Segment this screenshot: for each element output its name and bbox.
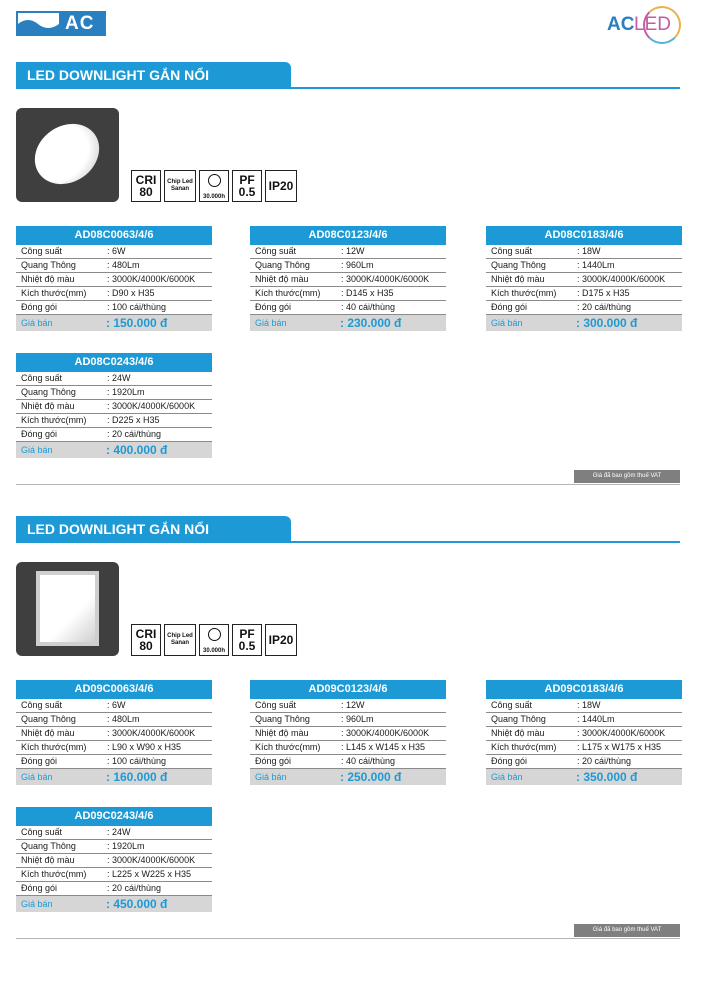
spec-value: : 480Lm: [107, 260, 140, 270]
spec-value: : 3000K/4000K/6000K: [107, 855, 196, 865]
spec-value: : 20 cái/thùng: [577, 302, 632, 312]
price-label: Giá bán: [255, 318, 287, 328]
spec-row-lumen: [250, 259, 446, 273]
spec-label: Công suất: [491, 700, 533, 710]
spec-row-pack: [486, 301, 682, 315]
spec-value: : 40 cái/thùng: [341, 756, 396, 766]
spec-row-lumen: [16, 840, 212, 854]
spec-value: : 24W: [107, 373, 131, 383]
cri-icon: CRI 80: [131, 170, 161, 202]
spec-row-power: [486, 699, 682, 713]
spec-value: : D175 x H35: [577, 288, 630, 298]
spec-row-cct: [16, 400, 212, 414]
lifetime-clock-icon: 30.000h: [199, 624, 229, 656]
spec-label: Đóng gói: [21, 883, 58, 893]
spec-label: Nhiệt độ màu: [491, 728, 545, 738]
spec-row-cct: [16, 727, 212, 741]
price-value: : 300.000 đ: [576, 316, 638, 330]
spec-value: : 20 cái/thùng: [107, 429, 162, 439]
product-card: [16, 680, 212, 785]
spec-value: : 6W: [107, 700, 126, 710]
cri-icon: CRI 80: [131, 624, 161, 656]
spec-row-cct: [16, 273, 212, 287]
spec-label: Đóng gói: [491, 756, 528, 766]
price-value: : 400.000 đ: [106, 443, 168, 457]
price-label: Giá bán: [21, 772, 53, 782]
product-code: AD09C0123/4/6: [250, 680, 446, 699]
spec-label: Công suất: [255, 246, 297, 256]
product-code: AD09C0063/4/6: [16, 680, 212, 699]
price-row: [250, 315, 446, 331]
spec-row-pack: [16, 882, 212, 896]
spec-value: : D225 x H35: [107, 415, 160, 425]
product-code: AD08C0183/4/6: [486, 226, 682, 245]
spec-label: Nhiệt độ màu: [491, 274, 545, 284]
spec-value: : L175 x W175 x H35: [577, 742, 662, 752]
spec-value: : 3000K/4000K/6000K: [341, 728, 430, 738]
spec-icons: [131, 170, 297, 202]
spec-label: Kích thước(mm): [491, 742, 557, 752]
spec-value: : 960Lm: [341, 260, 374, 270]
spec-value: : 100 cái/thùng: [107, 756, 167, 766]
spec-row-lumen: [16, 386, 212, 400]
power-factor-icon: PF 0.5: [232, 170, 262, 202]
spec-value: : 3000K/4000K/6000K: [107, 274, 196, 284]
price-label: Giá bán: [491, 318, 523, 328]
product-code: AD08C0243/4/6: [16, 353, 212, 372]
spec-label: Kích thước(mm): [255, 288, 321, 298]
spec-row-power: [486, 245, 682, 259]
company-logo: [16, 11, 106, 36]
spec-value: : 3000K/4000K/6000K: [577, 728, 666, 738]
price-value: : 150.000 đ: [106, 316, 168, 330]
spec-row-size: [16, 414, 212, 428]
vat-note: Giá đã bao gồm thuế VAT: [574, 924, 680, 937]
spec-row-size: [16, 868, 212, 882]
power-factor-icon: PF 0.5: [232, 624, 262, 656]
spec-value: : D90 x H35: [107, 288, 155, 298]
price-value: : 350.000 đ: [576, 770, 638, 784]
spec-value: : 100 cái/thùng: [107, 302, 167, 312]
spec-row-size: [16, 287, 212, 301]
spec-value: : 3000K/4000K/6000K: [107, 728, 196, 738]
product-code: AD08C0123/4/6: [250, 226, 446, 245]
product-card: [16, 353, 212, 458]
spec-row-power: [250, 699, 446, 713]
spec-label: Công suất: [21, 373, 63, 383]
section-title-underline: [16, 87, 680, 89]
spec-row-pack: [250, 755, 446, 769]
product-code: AD09C0243/4/6: [16, 807, 212, 826]
spec-value: : 20 cái/thùng: [577, 756, 632, 766]
spec-label: Kích thước(mm): [255, 742, 321, 752]
spec-label: Đóng gói: [21, 429, 58, 439]
spec-label: Kích thước(mm): [21, 742, 87, 752]
spec-row-cct: [250, 727, 446, 741]
price-value: : 250.000 đ: [340, 770, 402, 784]
spec-label: Đóng gói: [491, 302, 528, 312]
chip-led-icon: Chip Led Sanan: [164, 624, 196, 656]
spec-value: : 40 cái/thùng: [341, 302, 396, 312]
spec-row-lumen: [16, 259, 212, 273]
product-photo: [16, 562, 119, 656]
acled-logo-ac: AC: [607, 14, 635, 35]
spec-label: Đóng gói: [255, 756, 292, 766]
spec-value: : 18W: [577, 700, 601, 710]
spec-label: Công suất: [255, 700, 297, 710]
spec-value: : 1920Lm: [107, 387, 145, 397]
spec-label: Công suất: [21, 700, 63, 710]
spec-row-power: [16, 826, 212, 840]
spec-row-pack: [486, 755, 682, 769]
spec-label: Đóng gói: [21, 756, 58, 766]
section-title: LED DOWNLIGHT GẮN NỔI: [16, 516, 291, 542]
spec-label: Nhiệt độ màu: [21, 401, 75, 411]
downlight-round-image: [23, 112, 111, 197]
price-row: [16, 769, 212, 785]
spec-label: Kích thước(mm): [491, 288, 557, 298]
price-value: : 160.000 đ: [106, 770, 168, 784]
spec-row-cct: [486, 273, 682, 287]
spec-label: Kích thước(mm): [21, 288, 87, 298]
spec-value: : 12W: [341, 700, 365, 710]
spec-row-cct: [250, 273, 446, 287]
spec-row-size: [486, 741, 682, 755]
spec-row-lumen: [16, 713, 212, 727]
spec-value: : D145 x H35: [341, 288, 394, 298]
spec-icons: [131, 624, 297, 656]
chip-led-icon: Chip Led Sanan: [164, 170, 196, 202]
spec-label: Quang Thông: [255, 714, 310, 724]
price-label: Giá bán: [255, 772, 287, 782]
downlight-square-image: [36, 571, 99, 646]
spec-value: : 1440Lm: [577, 260, 615, 270]
spec-row-size: [16, 741, 212, 755]
spec-row-cct: [486, 727, 682, 741]
spec-label: Quang Thông: [21, 841, 76, 851]
spec-label: Nhiệt độ màu: [21, 274, 75, 284]
spec-row-pack: [16, 428, 212, 442]
spec-label: Đóng gói: [255, 302, 292, 312]
spec-label: Nhiệt độ màu: [255, 274, 309, 284]
spec-row-cct: [16, 854, 212, 868]
spec-label: Quang Thông: [491, 714, 546, 724]
spec-value: : 20 cái/thùng: [107, 883, 162, 893]
price-value: : 450.000 đ: [106, 897, 168, 911]
price-row: [250, 769, 446, 785]
spec-value: : L225 x W225 x H35: [107, 869, 192, 879]
spec-value: : 12W: [341, 246, 365, 256]
price-row: [16, 442, 212, 458]
spec-label: Công suất: [491, 246, 533, 256]
price-row: [486, 315, 682, 331]
ip-rating-icon: IP20: [265, 624, 297, 656]
spec-row-size: [250, 741, 446, 755]
spec-row-power: [16, 245, 212, 259]
company-logo-text: AC: [65, 12, 95, 34]
price-label: Giá bán: [21, 445, 53, 455]
price-label: Giá bán: [21, 899, 53, 909]
product-code: AD09C0183/4/6: [486, 680, 682, 699]
spec-value: : 3000K/4000K/6000K: [341, 274, 430, 284]
product-card: [16, 807, 212, 912]
price-value: : 230.000 đ: [340, 316, 402, 330]
spec-value: : L90 x W90 x H35: [107, 742, 182, 752]
spec-row-lumen: [250, 713, 446, 727]
wave-logo-icon: [16, 11, 61, 36]
price-row: [486, 769, 682, 785]
spec-label: Kích thước(mm): [21, 869, 87, 879]
price-row: [16, 315, 212, 331]
price-row: [16, 896, 212, 912]
spec-label: Quang Thông: [21, 714, 76, 724]
spec-row-size: [486, 287, 682, 301]
product-card: [250, 226, 446, 331]
spec-value: : 480Lm: [107, 714, 140, 724]
spec-value: : 1920Lm: [107, 841, 145, 851]
spec-value: : 6W: [107, 246, 126, 256]
price-label: Giá bán: [491, 772, 523, 782]
spec-label: Nhiệt độ màu: [255, 728, 309, 738]
spec-value: : 18W: [577, 246, 601, 256]
spec-label: Kích thước(mm): [21, 415, 87, 425]
spec-row-power: [16, 699, 212, 713]
spec-row-size: [250, 287, 446, 301]
spec-value: : 3000K/4000K/6000K: [107, 401, 196, 411]
spec-row-lumen: [486, 713, 682, 727]
spec-row-power: [250, 245, 446, 259]
spec-label: Công suất: [21, 246, 63, 256]
spec-label: Đóng gói: [21, 302, 58, 312]
spec-value: : 3000K/4000K/6000K: [577, 274, 666, 284]
product-card: [486, 226, 682, 331]
lifetime-clock-icon: 30.000h: [199, 170, 229, 202]
spec-value: : 960Lm: [341, 714, 374, 724]
product-card: [486, 680, 682, 785]
vat-note: Giá đã bao gồm thuế VAT: [574, 470, 680, 483]
spec-label: Quang Thông: [21, 260, 76, 270]
section-bottom-rule: [16, 938, 680, 939]
product-card: [250, 680, 446, 785]
section-bottom-rule: [16, 484, 680, 485]
spec-label: Quang Thông: [255, 260, 310, 270]
spec-row-lumen: [486, 259, 682, 273]
section-title-underline: [16, 541, 680, 543]
spec-value: : 1440Lm: [577, 714, 615, 724]
spec-label: Công suất: [21, 827, 63, 837]
spec-value: : 24W: [107, 827, 131, 837]
price-label: Giá bán: [21, 318, 53, 328]
spec-label: Quang Thông: [21, 387, 76, 397]
spec-row-power: [16, 372, 212, 386]
spec-label: Nhiệt độ màu: [21, 728, 75, 738]
product-card: [16, 226, 212, 331]
acled-logo: [607, 4, 687, 44]
spec-value: : L145 x W145 x H35: [341, 742, 426, 752]
spec-label: Quang Thông: [491, 260, 546, 270]
product-code: AD08C0063/4/6: [16, 226, 212, 245]
spec-row-pack: [16, 755, 212, 769]
acled-logo-led: LED: [634, 14, 671, 35]
section-title: LED DOWNLIGHT GẮN NỔI: [16, 62, 291, 88]
spec-row-pack: [16, 301, 212, 315]
product-photo: [16, 108, 119, 202]
ip-rating-icon: IP20: [265, 170, 297, 202]
spec-label: Nhiệt độ màu: [21, 855, 75, 865]
spec-row-pack: [250, 301, 446, 315]
